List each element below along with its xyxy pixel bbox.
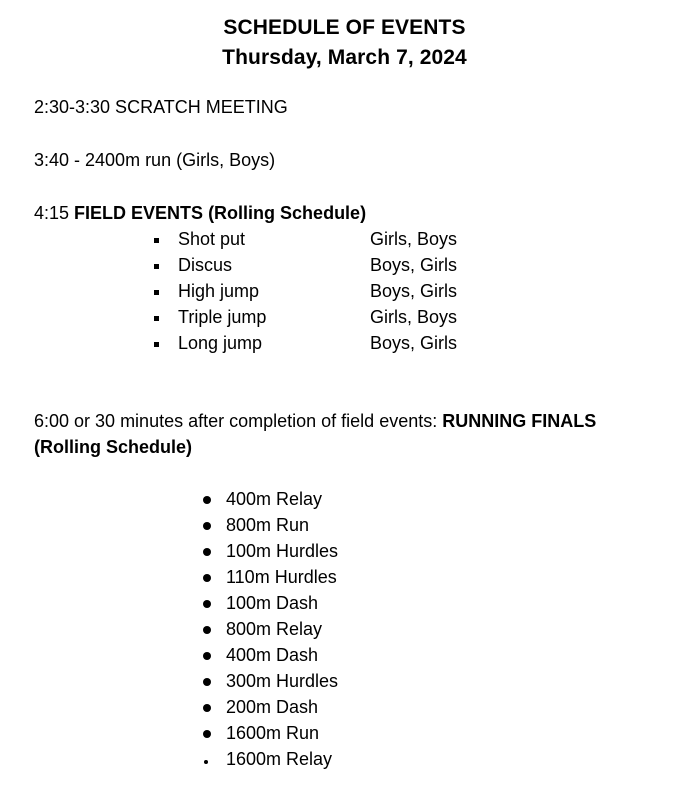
field-events-time: 4:15 [34,203,75,223]
running-event-name: 1600m Relay [226,749,333,769]
running-event-name: 110m Hurdles [226,567,337,587]
field-event-name: Shot put [178,229,246,249]
running-event-name: 100m Hurdles [226,541,339,561]
square-bullet-icon [154,264,159,269]
field-event-name: Long jump [178,333,263,353]
field-event-order: Girls, Boys [370,307,458,327]
bullet-icon [203,652,211,660]
running-event-name: 200m Dash [226,697,319,717]
field-event-name: High jump [178,281,260,301]
bullet-icon [203,522,211,530]
running-finals-timing: 6:00 or 30 minutes after completion of field events: [34,411,443,431]
field-event-order: Boys, Girls [370,281,458,301]
bullet-icon [203,548,211,556]
page-title: SCHEDULE OF EVENTS [223,16,466,39]
running-event-name: 400m Relay [226,489,323,509]
square-bullet-icon [154,238,159,243]
running-finals-subtitle: (Rolling Schedule) [34,437,193,457]
field-event-order: Boys, Girls [370,333,458,353]
running-event-name: 100m Dash [226,593,319,613]
field-event-order: Girls, Boys [370,229,458,249]
bullet-icon [203,574,211,582]
field-events-heading [34,203,366,224]
running-event-name: 800m Run [226,515,310,535]
run-2400-line: 3:40 - 2400m run (Girls, Boys) [34,150,276,170]
scratch-meeting-line: 2:30-3:30 SCRATCH MEETING [34,97,288,117]
bullet-icon [203,730,211,738]
event-date: Thursday, March 7, 2024 [222,46,467,69]
square-bullet-icon [154,316,159,321]
bullet-icon [203,496,211,504]
bullet-icon [203,678,211,686]
field-events-title: FIELD EVENTS (Rolling Schedule) [74,203,367,223]
running-finals-title: RUNNING FINALS [442,411,597,431]
square-bullet-icon [154,290,159,295]
square-bullet-icon [154,342,159,347]
field-event-name: Discus [178,255,233,275]
field-event-name: Triple jump [178,307,267,327]
running-finals-intro [34,411,596,432]
bullet-icon [204,760,208,764]
running-event-name: 300m Hurdles [226,671,339,691]
bullet-icon [203,600,211,608]
bullet-icon [203,704,211,712]
bullet-icon [203,626,211,634]
running-event-name: 400m Dash [226,645,319,665]
running-event-name: 1600m Run [226,723,320,743]
running-event-name: 800m Relay [226,619,323,639]
field-event-order: Boys, Girls [370,255,458,275]
